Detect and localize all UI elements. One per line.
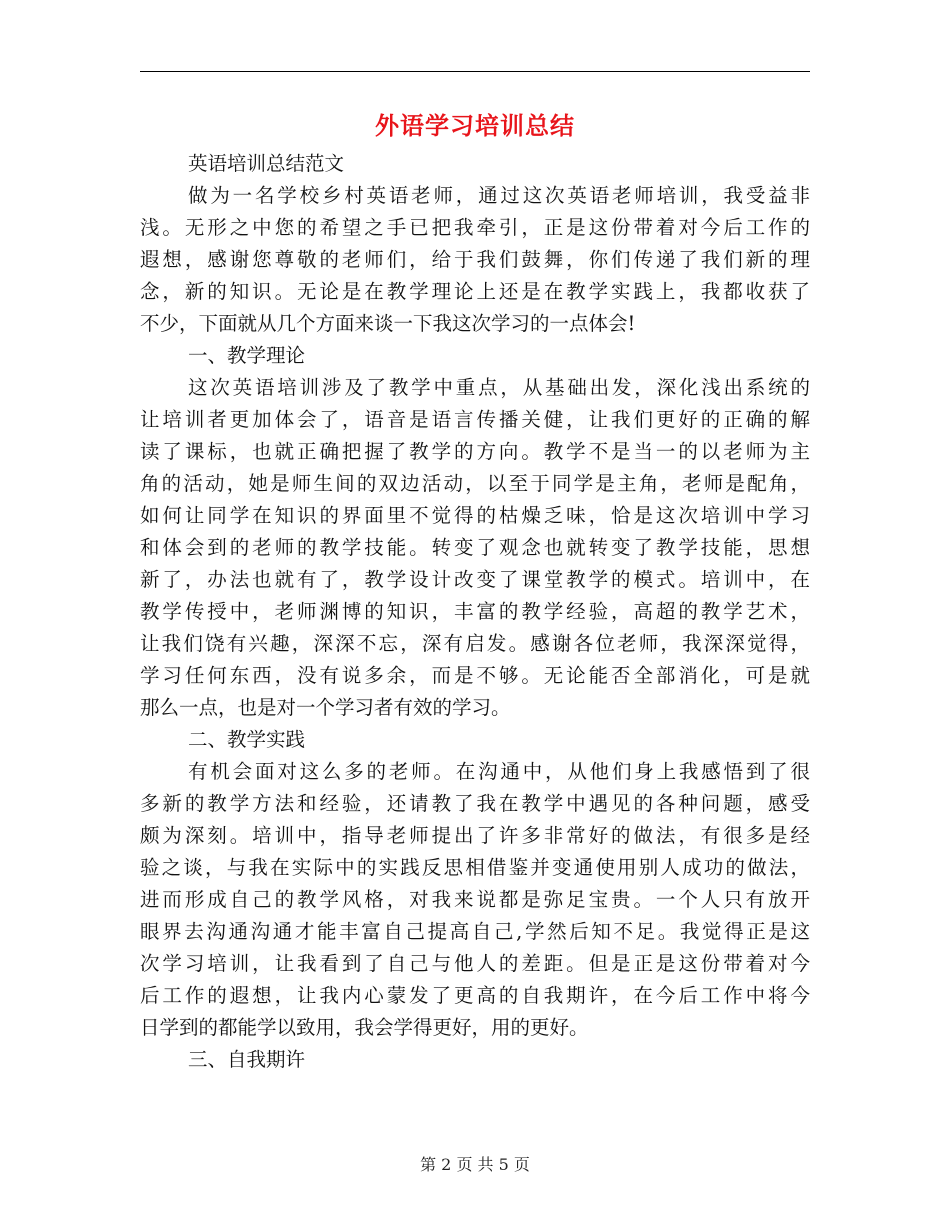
paragraph-line: 让培训者更加体会了，语音是语言传播关健，让我们更好的正确的解: [140, 408, 810, 431]
paragraph-line: 这次英语培训涉及了教学中重点，从基础出发，深化浅出系统的: [188, 376, 810, 399]
paragraph-line: 日学到的都能学以致用，我会学得更好，用的更好。: [140, 1016, 589, 1039]
paragraph-line: 多新的教学方法和经验，还请教了我在教学中遇见的各种问题，感受: [140, 792, 810, 815]
paragraph-line: 不少，下面就从几个方面来谈一下我这次学习的一点体会!: [140, 312, 636, 335]
paragraph-line: 后工作的遐想，让我内心蒙发了更高的自我期许，在今后工作中将今: [140, 984, 810, 1007]
paragraph-line: 验之谈，与我在实际中的实践反思相借鉴并变通使用别人成功的做法，: [140, 856, 810, 879]
paragraph-line: 让我们饶有兴趣，深深不忘，深有启发。感谢各位老师，我深深觉得，: [140, 632, 810, 655]
paragraph-line: 和体会到的老师的教学技能。转变了观念也就转变了教学技能，思想: [140, 536, 810, 559]
section-heading: 三、自我期许: [188, 1048, 306, 1071]
paragraph-line: 进而形成自己的教学风格，对我来说都是弥足宝贵。一个人只有放开: [140, 888, 810, 911]
page-number: 第 2 页 共 5 页: [420, 1155, 530, 1174]
paragraph-line: 次学习培训，让我看到了自己与他人的差距。但是正是这份带着对今: [140, 952, 810, 975]
document-title: 外语学习培训总结: [375, 111, 575, 140]
paragraph-line: 读了课标，也就正确把握了教学的方向。教学不是当一的以老师为主: [140, 440, 810, 463]
paragraph-line: 颇为深刻。培训中，指导老师提出了许多非常好的做法，有很多是经: [140, 824, 810, 847]
header-rule: [140, 71, 810, 72]
paragraph-line: 有机会面对这么多的老师。在沟通中，从他们身上我感悟到了很: [188, 760, 810, 783]
paragraph-line: 做为一名学校乡村英语老师，通过这次英语老师培训，我受益非: [188, 184, 810, 207]
section-heading: 一、教学理论: [188, 344, 306, 367]
paragraph-line: 浅。无形之中您的希望之手已把我牵引，正是这份带着对今后工作的: [140, 216, 810, 239]
document-body: [140, 148, 810, 1076]
paragraph-line: 新了，办法也就有了，教学设计改变了课堂教学的模式。培训中，在: [140, 568, 810, 591]
section-heading: 二、教学实践: [188, 728, 306, 751]
paragraph-line: 那么一点，也是对一个学习者有效的学习。: [140, 696, 511, 719]
subtitle-line: 英语培训总结范文: [188, 152, 345, 175]
paragraph-line: 念，新的知识。无论是在教学理论上还是在教学实践上，我都收获了: [140, 280, 810, 303]
paragraph-line: 教学传授中，老师渊博的知识，丰富的教学经验，高超的教学艺术，: [140, 600, 810, 623]
paragraph-line: 如何让同学在知识的界面里不觉得的枯燥乏味，恰是这次培训中学习: [140, 504, 810, 527]
paragraph-line: 遐想，感谢您尊敬的老师们，给于我们鼓舞，你们传递了我们新的理: [140, 248, 810, 271]
paragraph-line: 眼界去沟通沟通才能丰富自己提高自己,学然后知不足。我觉得正是这: [140, 920, 810, 943]
paragraph-line: 学习任何东西，没有说多余，而是不够。无论能否全部消化，可是就: [140, 664, 810, 687]
paragraph-line: 角的活动，她是师生间的双边活动，以至于同学是主角，老师是配角，: [140, 472, 810, 495]
